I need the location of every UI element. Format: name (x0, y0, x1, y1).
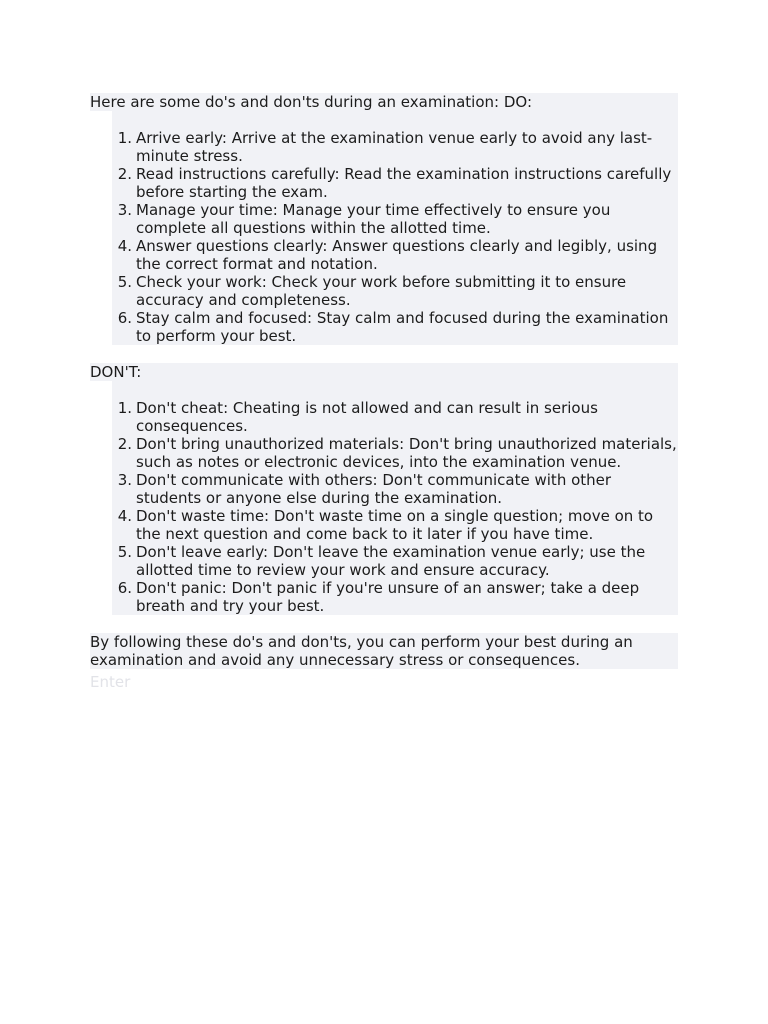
list-item (112, 273, 678, 309)
list-item (112, 165, 678, 201)
list-number: 4. (117, 237, 132, 255)
list-item (112, 507, 678, 543)
list-item-text: Manage your time: Manage your time effectively to ensure you complete all questions within the allotted time. (136, 201, 611, 237)
list-item-text: Don't cheat: Cheating is not allowed and can result in serious consequences. (136, 399, 598, 435)
editor-placeholder[interactable]: Enter (90, 673, 131, 691)
document-body[interactable] (90, 93, 678, 691)
list-item (112, 237, 678, 273)
list-number: 5. (117, 543, 132, 561)
list-item (112, 471, 678, 507)
list-number: 6. (117, 309, 132, 327)
list-number: 4. (117, 507, 132, 525)
list-number: 1. (117, 129, 132, 147)
intro-paragraph: Here are some do's and don'ts during an examination: DO: (90, 93, 678, 111)
list-item (112, 129, 678, 165)
list-item-text: Don't leave early: Don't leave the examination venue early; use the allotted time to review your work and ensure accuracy. (136, 543, 646, 579)
list-item-text: Read instructions carefully: Read the examination instructions carefully before starting the exam. (136, 165, 672, 201)
list-number: 1. (117, 399, 132, 417)
list-number: 5. (117, 273, 132, 291)
list-item-text: Check your work: Check your work before submitting it to ensure accuracy and completeness. (136, 273, 627, 309)
list-item (112, 543, 678, 579)
dont-heading: DON'T: (90, 363, 678, 381)
list-item-text: Don't panic: Don't panic if you're unsure of an answer; take a deep breath and try your best. (136, 579, 640, 615)
spacer (90, 345, 678, 363)
list-item (112, 579, 678, 615)
list-item-text: Don't bring unauthorized materials: Don't bring unauthorized materials, such as notes or electronic devices, into the examination venue. (136, 435, 677, 471)
spacer (112, 381, 678, 399)
list-number: 2. (117, 435, 132, 453)
list-item-text: Arrive early: Arrive at the examination venue early to avoid any last-minute stress. (136, 129, 653, 165)
list-item-text: Don't waste time: Don't waste time on a single question; move on to the next question and come back to it later if you have time. (136, 507, 654, 543)
list-item-text: Stay calm and focused: Stay calm and focused during the examination to perform your best. (136, 309, 669, 345)
list-item (112, 399, 678, 435)
list-item (112, 309, 678, 345)
list-number: 3. (117, 471, 132, 489)
spacer (112, 111, 678, 129)
list-item (112, 201, 678, 237)
list-item-text: Don't communicate with others: Don't communicate with other students or anyone else during the examination. (136, 471, 612, 507)
list-number: 2. (117, 165, 132, 183)
dont-list (112, 399, 678, 615)
list-number: 6. (117, 579, 132, 597)
list-item (112, 435, 678, 471)
conclusion-paragraph: By following these do's and don'ts, you can perform your best during an examination and avoid any unnecessary stress or consequences. (90, 633, 678, 669)
do-list (112, 129, 678, 345)
spacer (90, 615, 678, 633)
list-item-text: Answer questions clearly: Answer questions clearly and legibly, using the correct format and notation. (136, 237, 658, 273)
list-number: 3. (117, 201, 132, 219)
